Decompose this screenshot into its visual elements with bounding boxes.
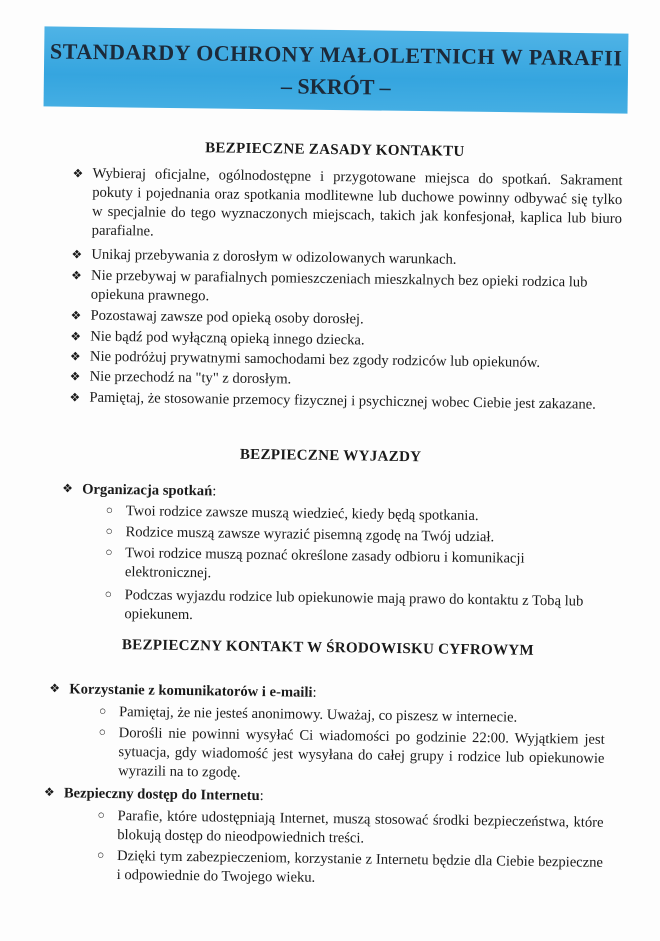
list-item: ❖ Pozostawaj zawsze pod opieką osoby dorosłej.	[70, 307, 364, 328]
list-item: ○ Parafie, które udostępniają Internet, muszą stosować środki bezpieczeństwa, które blokują dostęp do nieodpowiednich treści.	[97, 807, 604, 847]
diamond-bullet-icon: ❖	[69, 390, 81, 405]
list-item: ○ Podczas wyjazdu rodzice lub opiekunowie mają prawo do kontaktu z Tobą lub opiekunem.	[104, 586, 584, 624]
list-item: ❖ Nie bądź pod wyłączną opieką innego dziecka.	[70, 328, 365, 349]
circle-bullet-icon: ○	[97, 807, 105, 822]
diamond-bullet-icon: ❖	[43, 785, 55, 800]
diamond-bullet-icon: ❖	[71, 268, 82, 283]
list-item: ❖ Pamiętaj, że stosowanie przemocy fizycznej i psychicznej wobec Ciebie jest zakazane.	[69, 389, 596, 413]
title-line-1: STANDARDY OCHRONY MAŁOLETNICH W PARAFII	[49, 38, 623, 71]
diamond-bullet-icon: ❖	[71, 247, 83, 262]
list-item: ○ Pamiętaj, że nie jesteś anonimowy. Uważaj, co piszesz w internecie.	[98, 703, 518, 726]
circle-bullet-icon: ○	[96, 847, 105, 862]
group-label: ❖ Korzystanie z komunikatorów i e-maili:	[49, 681, 317, 701]
list-item: ❖ Wybieraj oficjalne, ogólnodostępne i przygotowane miejsca do spotkań. Sakrament pokuty i pojednania oraz spotkania modlitewne lub duchowe powinny odbywać się tylko w specjalnie do tego wyznaczonych miejscach, takich jak konfesjonał, kaplica lub biuro parafialne.	[72, 165, 623, 240]
group-label: ❖ Organizacja spotkań:	[62, 481, 217, 500]
circle-bullet-icon: ○	[104, 586, 113, 601]
section-heading-trips: BEZPIECZNE WYJAZDY	[239, 446, 422, 466]
list-item: ○ Rodzice muszą zawsze wyrazić pisemną zgodę na Twój udział.	[105, 523, 495, 546]
diamond-bullet-icon: ❖	[62, 481, 74, 496]
list-item: ❖ Unikaj przebywania z dorosłym w odizolowanych warunkach.	[71, 246, 457, 268]
section-heading-digital: BEZPIECZNY KONTAKT W ŚRODOWISKU CYFROWYM	[121, 637, 535, 659]
list-item: ❖ Nie przechodź na "ty" z dorosłym.	[69, 368, 292, 388]
diamond-bullet-icon: ❖	[70, 329, 82, 344]
diamond-bullet-icon: ❖	[49, 681, 61, 696]
circle-bullet-icon: ○	[105, 523, 113, 538]
circle-bullet-icon: ○	[105, 544, 113, 559]
list-item: ❖ Nie przebywaj w parafialnych pomieszczeniach mieszkalnych bez opieki rodzica lub opiekuna prawnego.	[71, 267, 588, 305]
diamond-bullet-icon: ❖	[69, 369, 81, 384]
list-item: ○ Dzięki tym zabezpieczeniom, korzystanie z Internetu będzie dla Ciebie bezpieczne i odpowiednie do Twojego wieku.	[96, 847, 604, 886]
title-line-2: – SKRÓT –	[280, 73, 391, 100]
circle-bullet-icon: ○	[98, 724, 107, 739]
list-item: ○ Dorośli nie powinni wysyłać Ci wiadomości po godzinie 22:00. Wyjątkiem jest sytuacja, gdy wiadomość jest wysyłana do całej grupy i rodzice lub opiekunowie wyrazili na to zgodę.	[98, 724, 605, 781]
section-heading-contact: BEZPIECZNE ZASADY KONTAKTU	[205, 140, 465, 160]
list-item: ❖ Nie podróżuj prywatnymi samochodami bez zgody rodziców lub opiekunów.	[69, 348, 541, 371]
diamond-bullet-icon: ❖	[70, 308, 82, 323]
group-label: ❖ Bezpieczny dostęp do Internetu:	[43, 785, 264, 805]
diamond-bullet-icon: ❖	[72, 166, 84, 181]
diamond-bullet-icon: ❖	[69, 349, 81, 364]
list-item: ○ Twoi rodzice muszą poznać określone zasady odbioru i komunikacji elektronicznej.	[105, 544, 525, 582]
circle-bullet-icon: ○	[98, 703, 107, 718]
list-item: ○ Twoi rodzice zawsze muszą wiedzieć, kiedy będą spotkania.	[105, 502, 479, 525]
circle-bullet-icon: ○	[105, 502, 114, 517]
